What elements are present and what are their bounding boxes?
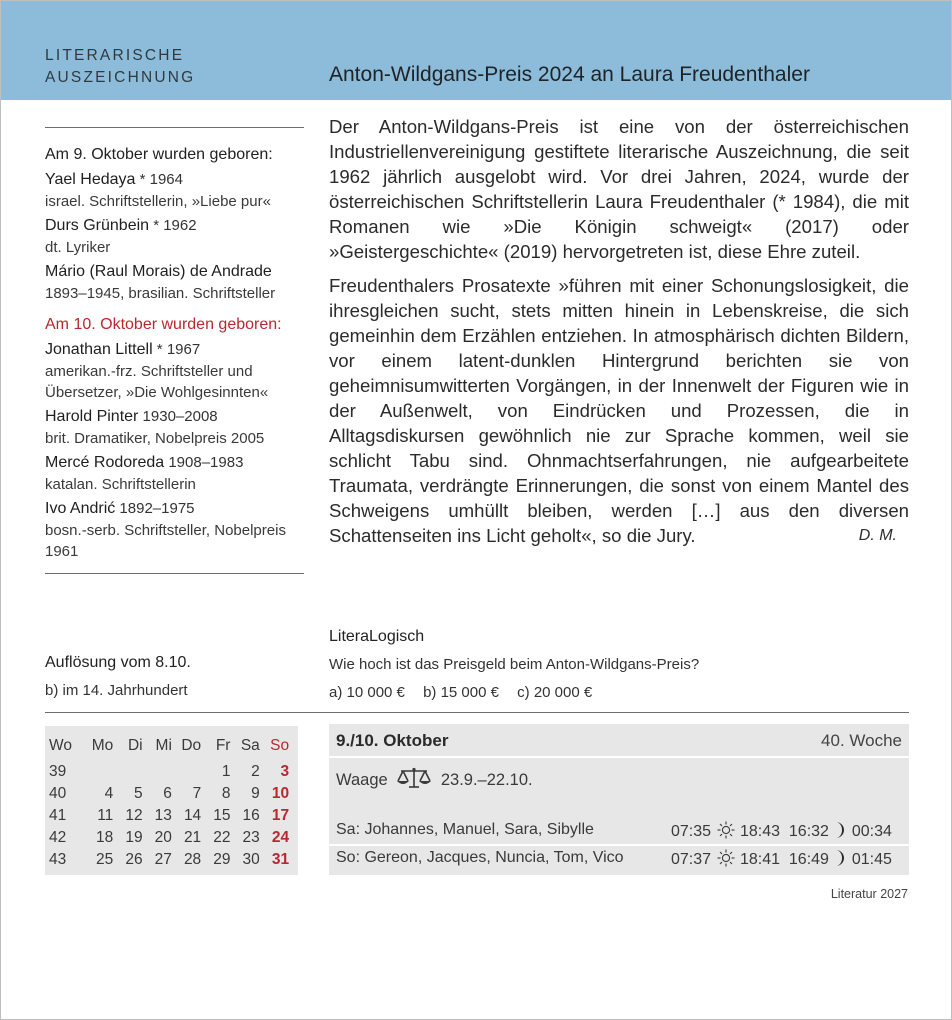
calendar-day: 30 [242,851,260,868]
quiz-answer-a: a) 10 000 € [329,684,405,701]
divider-lower [45,712,909,713]
calendar-day: 27 [154,851,172,868]
category-line1: LITERARISCHE [45,47,185,64]
article-paragraph-2 [329,273,909,548]
calendar-day: 12 [125,807,143,824]
calendar-day-sunday: 17 [271,807,290,824]
calendar-day-sunday: 24 [271,829,290,846]
calendar-day [113,761,142,783]
calendar-week-row [49,827,289,849]
calendar-table [49,731,289,871]
sun-icon [717,821,735,844]
calendar-week-row [49,805,289,827]
calendar-day: 1 [221,763,231,780]
moon-icon [834,821,845,844]
calendar-day: 18 [96,829,114,846]
person-desc: dt. Lyriker [45,239,111,256]
person-desc: brit. Dramatiker, Nobelpreis 2005 [45,430,265,447]
calendar-day: 16 [242,807,260,824]
calendar-day: 4 [104,785,114,802]
name-days [336,821,594,839]
moonset-time: 01:45 [851,851,892,868]
calendar-day-sunday: 10 [271,785,290,802]
month-calendar [45,726,298,875]
calendar-day [172,761,201,783]
calendar-day-sunday: 31 [271,851,290,868]
person-desc: katalan. Schriftstellerin [45,476,196,493]
calendar-header: Fr [215,737,231,754]
person-name: Yael Hedaya [45,171,136,188]
person-item [45,261,304,304]
day-date: 9./10. Oktober [336,731,449,750]
calendar-day-sunday: 3 [280,763,290,780]
calendar-day: 29 [213,851,231,868]
category-line2: AUSZEICHNUNG [45,69,196,86]
person-name: Ivo Andrić [45,500,116,517]
calendar-header: Mo [91,737,114,754]
solution-box [45,652,305,702]
divider-bottom [45,573,304,574]
calendar-day: 5 [133,785,143,802]
solution-title: Auflösung vom 8.10. [45,654,191,671]
calendar-day: 25 [96,851,114,868]
person-name: Durs Grünbein [45,217,150,234]
quiz-answer-c: c) 20 000 € [517,684,593,701]
calendar-day: 22 [213,829,231,846]
calendar-week-row [49,783,289,805]
moonrise-time: 16:49 [788,851,829,868]
person-item [45,339,304,403]
day-info-box [329,724,909,875]
person-desc: amerikan.-frz. Schriftsteller und Übersetzer, »Die Wohlgesinnten« [45,363,269,401]
calendar-day: 19 [125,829,143,846]
calendar-day: 28 [183,851,202,868]
article-paragraph-1: Der Anton-Wildgans-Preis ist eine von der österreichischen Industriellenvereinigung gestiftete literarische Auszeichnung, die seit 1962 jährlich ausgelobt wird. Vor drei Jahren, 2024, wurde der österreichischen Schriftstellerin Laura Freudenthaler (* 1984), die mit Romanen wie »Die Königin schweigt« (2017) oder »Geistergeschichte« (2019) hervorgetreten ist, diese Ehre zuteil. [329,116,909,262]
calendar-day: 23 [242,829,260,846]
person-year: * 1964 [135,171,183,188]
calendar-week-row [49,849,289,871]
sunrise-time: 07:37 [671,851,712,868]
sunrise-time: 07:35 [671,823,712,840]
calendar-header: Di [127,737,143,754]
person-item [45,406,304,449]
person-desc: israel. Schriftstellerin, »Liebe pur« [45,193,271,210]
row-divider [329,844,909,846]
article-paragraph-2-text: Freudenthalers Prosatexte »führen mit einer Schonungslosigkeit, die ihresgleichen sucht, stets mitten hinein in Lebenskreise, die sich gemeinhin dem Erzählen entziehen. In atmosphärisch dichten Bildern, vor einem latent-dunklen Hintergrund berichten sie von geheimnisumwitterten Vorgängen, in der Innenwelt der Figuren wie in der Außenwelt, von Eindrücken und Prozessen, die in Alltagsdiskursen gewöhnlich nie zur Sprache kommen, weil sie schlicht Tabu sind. Ohnmachtserfahrungen, nie aufgearbeitete Traumata, verdrängte Erinnerungen, die sonst von einem Mantel des Schweigens umhüllt bleiben, werden […] aus den diversen Schattenseiten ins Licht geholt«, so die Jury. [329,275,909,546]
day-label: Sa: [336,821,361,838]
name-days [336,849,624,867]
week-number: 41 [49,807,67,824]
calendar-header: Sa [240,737,260,754]
calendar-day: 21 [183,829,202,846]
day-label: So: [336,849,361,866]
person-item [45,452,304,495]
zodiac-range: 23.9.–22.10. [440,771,533,789]
person-year: * 1962 [149,217,197,234]
zodiac-line [336,767,533,794]
page-title: Anton-Wildgans-Preis 2024 an Laura Freudenthaler [329,63,810,86]
day-info-header [329,724,909,758]
sun-moon-times [671,821,892,844]
person-year: 1930–2008 [138,408,218,425]
births-column [45,127,304,574]
calendar-day: 7 [192,785,202,802]
week-number: 42 [49,829,67,846]
article-author: D. M. [858,527,897,544]
calendar-header-row [49,731,289,761]
calendar-day: 13 [154,807,172,824]
person-name: Mercé Rodoreda [45,454,165,471]
person-year: 1908–1983 [164,454,244,471]
moonset-time: 00:34 [851,823,892,840]
article [329,114,909,548]
calendar-day: 2 [251,763,260,780]
person-desc: 1893–1945, brasilian. Schriftsteller [45,285,276,302]
births-list [45,128,304,562]
calendar-day: 8 [221,785,231,802]
solution-text: b) im 14. Jahrhundert [45,682,188,699]
calendar-day: 11 [97,807,114,824]
calendar-header: Mi [155,737,172,754]
moonrise-time: 16:32 [788,823,829,840]
week-number: 43 [49,851,67,868]
quiz-box [329,626,909,704]
person-year: 1892–1975 [115,500,195,517]
sun-moon-times [671,849,892,872]
births-oct9-title: Am 9. Oktober wurden geboren: [45,146,273,163]
person-name: Jonathan Littell [45,341,153,358]
person-name: Mário (Raul Morais) de Andrade [45,263,272,280]
sun-icon [717,849,735,872]
header-band [1,1,951,100]
calendar-day: 26 [125,851,143,868]
calendar-week-row [49,761,289,783]
calendar-day: 6 [163,785,172,802]
quiz-question: Wie hoch ist das Preisgeld beim Anton-Wildgans-Preis? [329,656,700,673]
person-item [45,215,304,258]
person-item [45,498,304,562]
sunset-time: 18:43 [739,823,780,840]
week-label: 40. Woche [821,731,902,750]
calendar-header-sunday: So [270,737,290,754]
moon-icon [834,849,845,872]
sunset-time: 18:41 [739,851,780,868]
week-number: 39 [49,763,67,780]
libra-icon [395,767,433,794]
person-item [45,169,304,212]
person-year: * 1967 [152,341,201,358]
births-oct10-title: Am 10. Oktober wurden geboren: [45,316,282,333]
calendar-day: 14 [183,807,202,824]
name-list: Johannes, Manuel, Sara, Sibylle [360,821,594,838]
person-name: Harold Pinter [45,408,139,425]
week-number: 40 [49,785,67,802]
quiz-title: LiteraLogisch [329,628,425,645]
person-desc: bosn.-serb. Schriftsteller, Nobelpreis 1961 [45,522,286,560]
zodiac-name: Waage [336,771,388,789]
calendar-day [84,761,113,783]
category-label [45,45,195,89]
quiz-answer-b: b) 15 000 € [423,684,499,701]
name-list: Gereon, Jacques, Nuncia, Tom, Vico [360,849,624,866]
footer-label: Literatur 2027 [830,887,908,901]
calendar-header: Do [181,737,202,754]
calendar-day: 20 [154,829,172,846]
calendar-header: Wo [49,737,72,754]
calendar-day: 15 [213,807,231,824]
quiz-answers [329,682,909,704]
calendar-day [143,761,172,783]
calendar-day: 9 [251,785,260,802]
